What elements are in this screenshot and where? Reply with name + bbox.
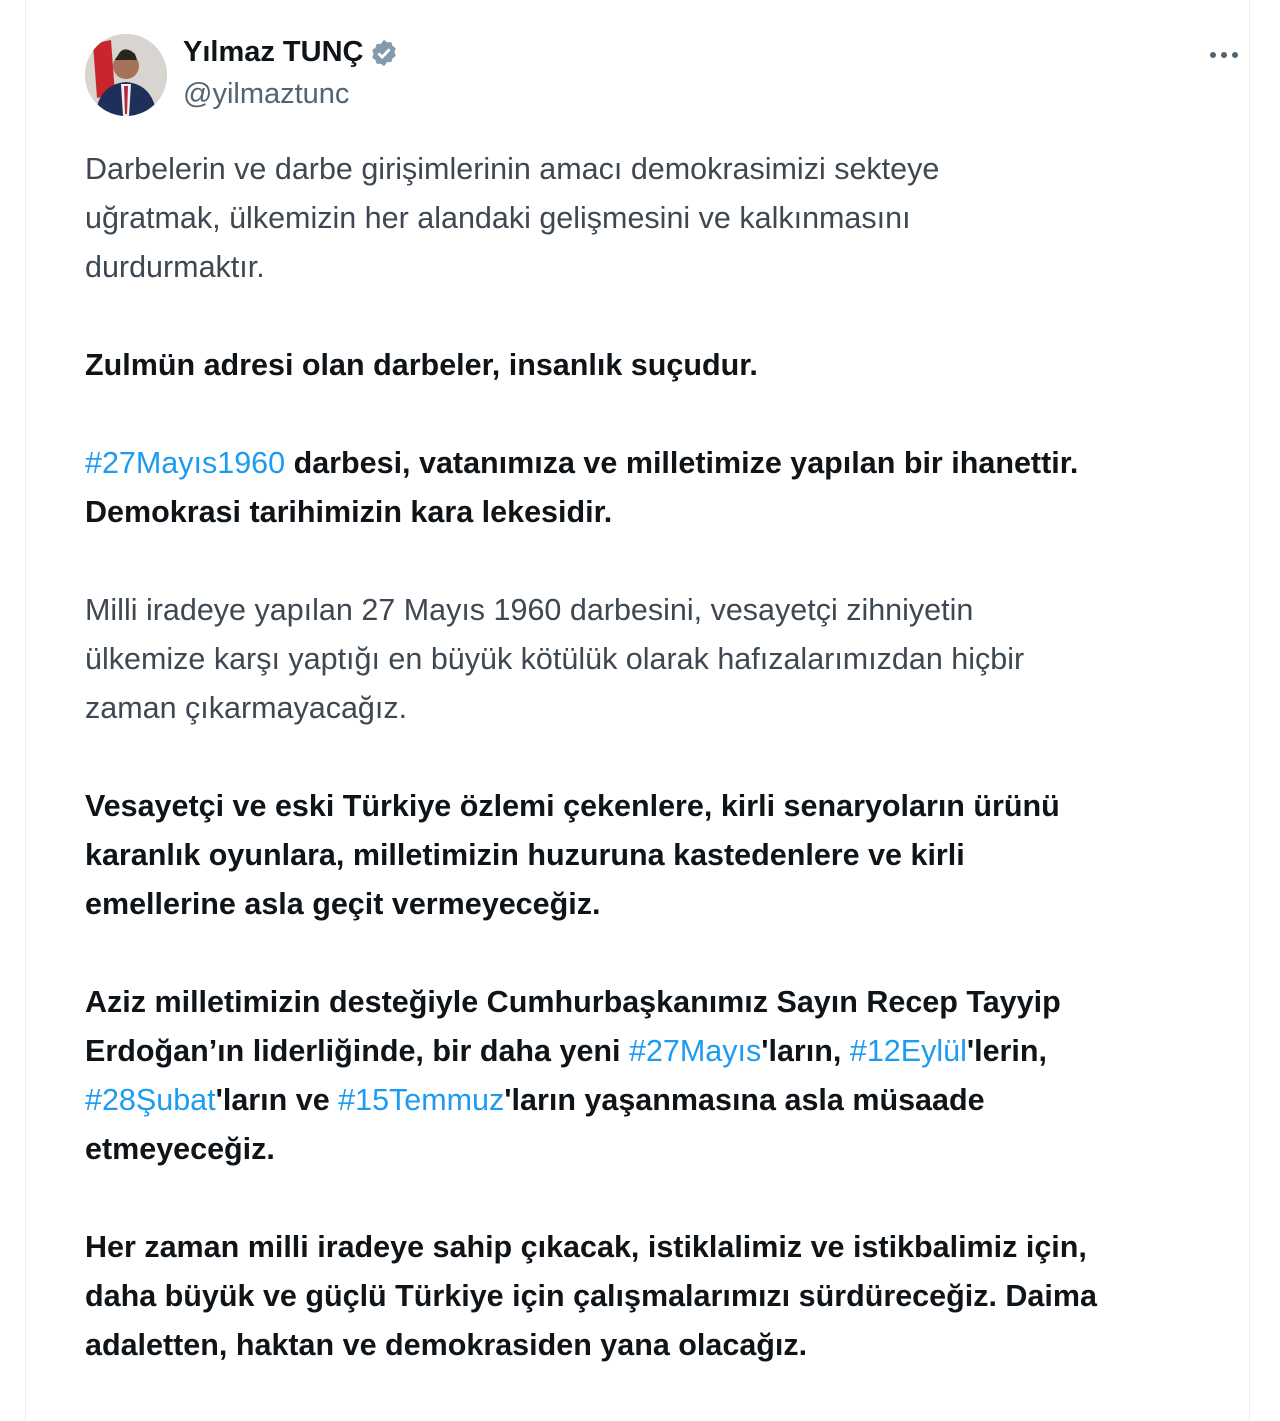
text-line (85, 145, 1255, 194)
text-segment: durdurmaktır. (85, 250, 265, 284)
avatar-photo-icon (85, 34, 167, 116)
text-segment: 'lerin, (966, 1034, 1047, 1068)
text-line (85, 1321, 1255, 1370)
text-segment: zaman çıkarmayacağız. (85, 691, 408, 725)
text-segment: 'ların yaşanmasına asla müsaade (504, 1083, 985, 1117)
text-segment: etmeyeceğiz. (85, 1132, 275, 1166)
tweet-paragraph (85, 439, 1255, 537)
text-line (85, 880, 1255, 929)
text-segment: karanlık oyunlara, milletimizin huzuruna kastedenlere ve kirli (85, 838, 965, 872)
tweet-paragraph (85, 782, 1255, 929)
text-line (85, 1076, 1255, 1125)
tweet-text (85, 145, 1255, 1419)
tweet-paragraph (85, 145, 1255, 292)
text-segment: Erdoğan’ın liderliğinde, bir daha yeni (85, 1034, 629, 1068)
text-segment: Darbelerin ve darbe girişimlerinin amacı demokrasimizi sekteye (85, 152, 940, 186)
author-name[interactable] (183, 36, 399, 69)
text-line (85, 194, 1255, 243)
text-line (85, 488, 1255, 537)
text-segment: darbesi, vatanımıza ve milletimize yapılan bir ihanettir. (285, 446, 1079, 480)
text-segment: adaletten, haktan ve demokrasiden yana olacağız. (85, 1328, 808, 1362)
tweet-paragraph (85, 586, 1255, 733)
text-segment: Her zaman milli iradeye sahip çıkacak, istiklalimiz ve istikbalimiz için, (85, 1230, 1087, 1264)
text-line (85, 978, 1255, 1027)
hashtag-link[interactable]: #27Mayıs (629, 1034, 762, 1068)
text-segment: daha büyük ve güçlü Türkiye için çalışmalarımızı sürdüreceğiz. Daima (85, 1279, 1097, 1313)
text-segment: 'ların, (761, 1034, 850, 1068)
text-line (85, 439, 1255, 488)
author-name-text: Yılmaz TUNÇ (183, 36, 364, 68)
tweet-card (25, 0, 1250, 1421)
text-line (85, 1223, 1255, 1272)
text-segment: 'ların ve (215, 1083, 339, 1117)
text-segment: Vesayetçi ve eski Türkiye özlemi çekenlere, kirli senaryoların ürünü (85, 789, 1060, 823)
text-line (85, 243, 1255, 292)
text-line (85, 586, 1255, 635)
text-line (85, 1272, 1255, 1321)
text-line (85, 341, 1255, 390)
text-segment: Zulmün adresi olan darbeler, insanlık suçudur. (85, 348, 758, 382)
avatar[interactable] (85, 34, 167, 116)
text-segment: emellerine asla geçit vermeyeceğiz. (85, 887, 601, 921)
text-line (85, 1125, 1255, 1174)
text-segment: Demokrasi tarihimizin kara lekesidir. (85, 495, 613, 529)
tweet-paragraph (85, 1223, 1255, 1370)
text-segment: Milli iradeye yapılan 27 Mayıs 1960 darbesini, vesayetçi zihniyetin (85, 593, 974, 627)
text-line (85, 1027, 1255, 1076)
more-options-icon[interactable] (1204, 40, 1244, 70)
hashtag-link[interactable]: #12Eylül (849, 1034, 967, 1068)
text-line (85, 684, 1255, 733)
author-handle[interactable]: @yilmaztunc (183, 78, 350, 110)
hashtag-link[interactable]: #15Temmuz (338, 1083, 505, 1117)
tweet-paragraph (85, 978, 1255, 1174)
verified-badge-icon (369, 38, 399, 68)
text-segment: ülkemize karşı yaptığı en büyük kötülük olarak hafızalarımızdan hiçbir (85, 642, 1025, 676)
hashtag-link[interactable]: #28Şubat (85, 1083, 216, 1117)
text-segment: uğratmak, ülkemizin her alandaki gelişmesini ve kalkınmasını (85, 201, 911, 235)
text-line (85, 635, 1255, 684)
hashtag-link[interactable]: #27Mayıs1960 (85, 446, 286, 480)
text-line (85, 782, 1255, 831)
text-line (85, 831, 1255, 880)
tweet-paragraph (85, 341, 1255, 390)
text-segment: Aziz milletimizin desteğiyle Cumhurbaşkanımız Sayın Recep Tayyip (85, 985, 1061, 1019)
